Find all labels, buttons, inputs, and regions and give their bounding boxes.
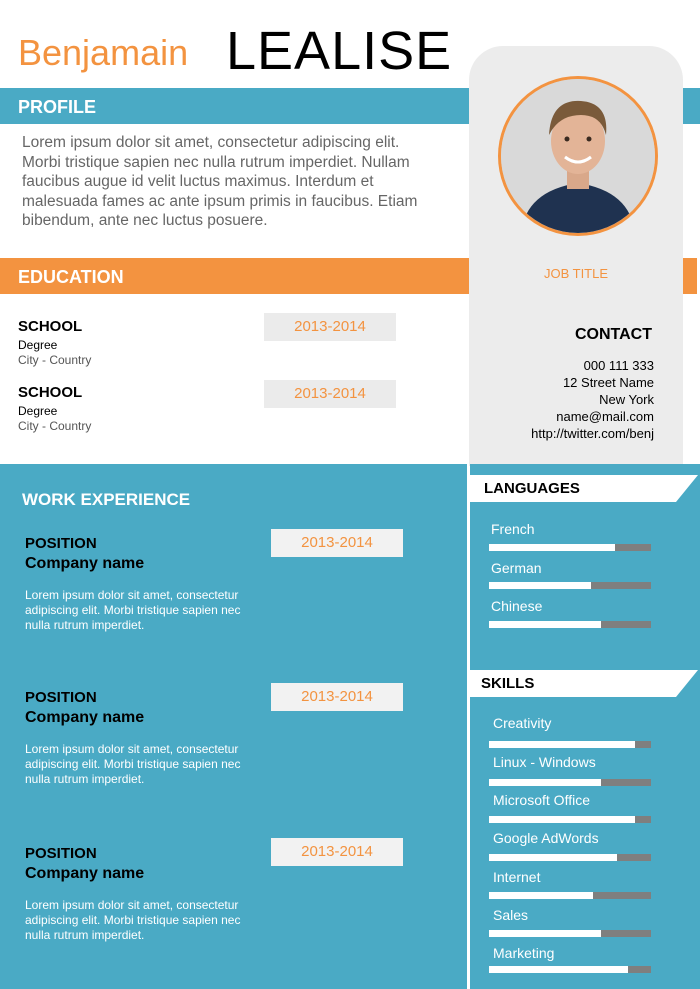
profile-heading: PROFILE xyxy=(18,97,97,117)
work-entry xyxy=(25,689,265,787)
school-name: SCHOOL xyxy=(18,318,83,335)
position-title: POSITION xyxy=(25,535,97,552)
company-name: Company name xyxy=(25,555,145,572)
degree: Degree xyxy=(18,338,58,352)
work-years: 2013-2014 xyxy=(271,683,403,711)
skill-label: Linux - Windows xyxy=(493,754,596,770)
skill-bar-fill xyxy=(489,892,593,899)
work-description: Lorem ipsum dolor sit amet, consectetur adipiscing elit. Morbi tristique sapien nec nulla rutrum imperdiet. xyxy=(25,588,241,632)
skill-bar xyxy=(489,854,651,861)
skill-bar xyxy=(489,779,651,786)
skill-label: Internet xyxy=(493,869,541,885)
language-bar-fill xyxy=(489,544,615,551)
job-title: JOB TITLE xyxy=(543,266,609,281)
skill-bar-fill xyxy=(489,741,635,748)
skill-bar-fill xyxy=(489,779,601,786)
education-years: 2013-2014 xyxy=(264,313,396,341)
work-years: 2013-2014 xyxy=(271,529,403,557)
language-label: Chinese xyxy=(491,598,543,614)
contact-heading: CONTACT xyxy=(574,326,652,343)
languages-heading: LANGUAGES xyxy=(484,480,580,497)
skill-bar xyxy=(489,892,651,899)
company-name: Company name xyxy=(25,865,145,882)
skill-bar-fill xyxy=(489,930,601,937)
profile-band-edge xyxy=(686,88,700,124)
language-bar-fill xyxy=(489,621,601,628)
work-years: 2013-2014 xyxy=(271,838,403,866)
skill-label: Creativity xyxy=(493,715,552,731)
skill-bar-fill xyxy=(489,816,635,823)
degree: Degree xyxy=(18,404,58,418)
skill-label: Sales xyxy=(493,907,529,923)
work-entry xyxy=(25,845,265,943)
education-entry xyxy=(18,318,91,367)
education-entry xyxy=(18,384,91,433)
education-band-edge xyxy=(686,258,697,294)
work-description: Lorem ipsum dolor sit amet, consectetur adipiscing elit. Morbi tristique sapien nec nulla rutrum imperdiet. xyxy=(25,742,241,786)
language-bar xyxy=(489,544,651,551)
skill-bar-fill xyxy=(489,854,617,861)
language-bar xyxy=(489,582,651,589)
skills-heading: SKILLS xyxy=(481,675,535,692)
position-title: POSITION xyxy=(25,689,97,706)
skill-label: Microsoft Office xyxy=(493,792,590,808)
language-label: French xyxy=(491,521,535,537)
company-name: Company name xyxy=(25,709,145,726)
education-heading: EDUCATION xyxy=(18,267,124,287)
last-name: LEALISE xyxy=(226,21,453,81)
contact-street: 12 Street Name xyxy=(562,375,654,390)
skill-label: Google AdWords xyxy=(493,830,599,846)
education-years: 2013-2014 xyxy=(264,380,396,408)
school-name: SCHOOL xyxy=(18,384,83,401)
position-title: POSITION xyxy=(25,845,97,862)
contact-twitter[interactable]: http://twitter.com/benj xyxy=(531,426,654,441)
skill-bar xyxy=(489,930,651,937)
work-entry xyxy=(25,535,265,633)
contact-phone: 000 111 333 xyxy=(583,358,654,373)
profile-photo xyxy=(498,76,658,236)
skill-bar xyxy=(489,816,651,823)
contact-city: New York xyxy=(599,392,654,407)
contact-email[interactable]: name@mail.com xyxy=(556,409,654,424)
person-photo-icon xyxy=(501,79,655,233)
profile-text: Lorem ipsum dolor sit amet, consectetur adipiscing elit. Morbi tristique sapien nec nulla rutrum imperdiet. Nullam faucibus augue id velit luctus maximus. Interdum et malesuada fames ac ante ipsum primis in faucibus. Etiam bibendum, ante nec luctus posuere. xyxy=(22,134,418,229)
school-location: City - Country xyxy=(18,353,92,367)
first-name: Benjamain xyxy=(18,32,189,73)
skill-bar xyxy=(489,741,651,748)
skill-bar xyxy=(489,966,651,973)
work-description: Lorem ipsum dolor sit amet, consectetur adipiscing elit. Morbi tristique sapien nec nulla rutrum imperdiet. xyxy=(25,898,241,942)
work-heading: WORK EXPERIENCE xyxy=(22,490,191,509)
language-bar-fill xyxy=(489,582,591,589)
school-location: City - Country xyxy=(18,419,92,433)
language-bar xyxy=(489,621,651,628)
skill-label: Marketing xyxy=(493,945,555,961)
skill-bar-fill xyxy=(489,966,628,973)
language-label: German xyxy=(491,560,542,576)
